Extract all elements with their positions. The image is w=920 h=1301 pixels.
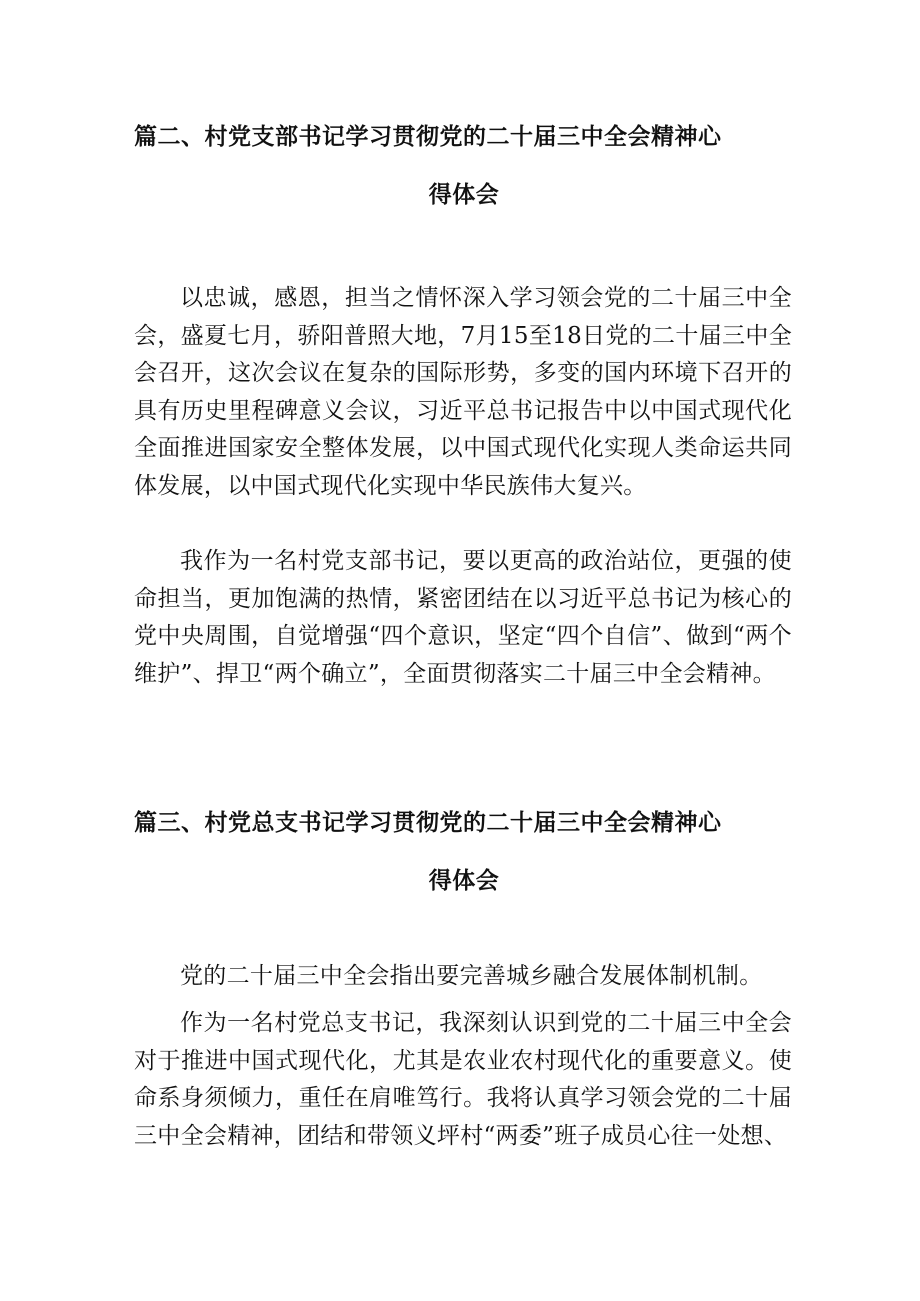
body-paragraph: 我作为一名村党支部书记，要以更高的政治站位，更强的使命担当，更加饱满的热情，紧密团结在以习近平总书记为核心的党中央周围，自觉增强“四个意识，坚定“四个自信”、做到“两个维护”、捍卫“两个确立”，全面贯彻落实二十届三中全会精神。 bbox=[134, 548, 792, 687]
heading-line-1: 篇三、村党总支书记学习贯彻党的二十届三中全会精神心 bbox=[134, 810, 722, 836]
section-heading bbox=[134, 108, 794, 224]
heading-line-2: 得体会 bbox=[428, 868, 500, 894]
body-paragraph: 作为一名村党总支书记，我深刻认识到党的二十届三中全会对于推进中国式现代化，尤其是农业农村现代化的重要意义。使命系身须倾力，重任在肩唯笃行。我将认真学习领会党的二十届三中全会精神，团结和带领义坪村“两委”班子成员心往一处想、 bbox=[134, 1010, 792, 1149]
body-paragraph: 党的二十届三中全会指出要完善城乡融合发展体制机制。 bbox=[180, 963, 763, 989]
section-heading bbox=[134, 794, 794, 910]
heading-line-2: 得体会 bbox=[428, 182, 500, 208]
body-paragraph: 以忠诚，感恩，担当之情怀深入学习领会党的二十届三中全会，盛夏七月，骄阳普照大地，7月15至18日党的二十届三中全会召开，这次会议在复杂的国际形势，多变的国内环境下召开的具有历史里程碑意义会议，习近平总书记报告中以中国式现代化全面推进国家安全整体发展，以中国式现代化实现人类命运共同体发展，以中国式现代化实现中华民族伟大复兴。 bbox=[134, 285, 792, 499]
heading-line-1: 篇二、村党支部书记学习贯彻党的二十届三中全会精神心 bbox=[134, 124, 722, 150]
